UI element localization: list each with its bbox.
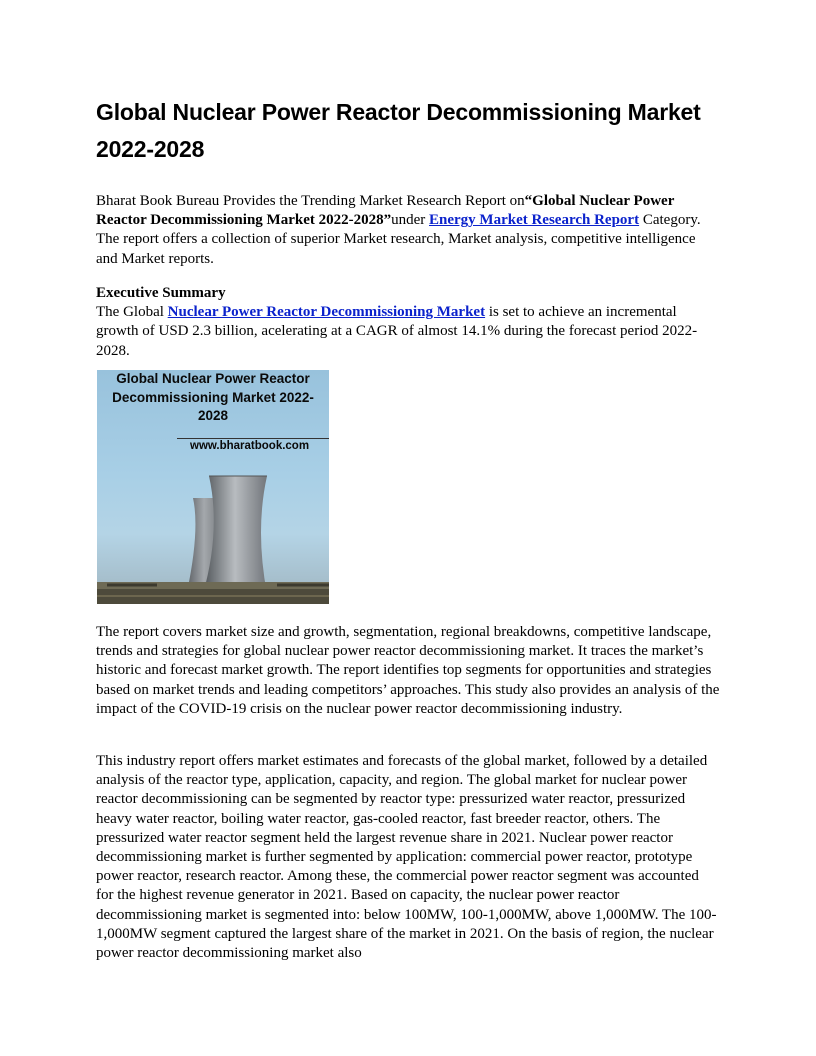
report-name: “Global Nuclear Power Reactor Decommissioning Market 2022-2028” — [96, 193, 675, 229]
executive-summary — [96, 284, 720, 361]
cover-title: Global Nuclear Power Reactor Decommissioning Market 2022-2028 — [112, 371, 314, 423]
intro-text: Bharat Book Bureau Provides the Trending Market Research Report on — [96, 193, 525, 209]
cover-url: www.bharatbook.com — [190, 440, 310, 452]
body-paragraph-2: This industry report offers market estimates and forecasts of the global market, followed by a detailed analysis of the reactor type, application, capacity, and region. The global market for nuclear power reactor decommissioning can be segmented by reactor type: pressurized water reactor, pressurized heavy water reactor, boiling water reactor, gas-cooled reactor, fast breeder reactor, others. The pressurized water reactor segment held the largest revenue share in 2021. Nuclear power reactor decommissioning market is further segmented by application: commercial power reactor, prototype power reactor, research reactor. Among these, the commercial power reactor segment was accounted for the highest revenue generator in 2021. Based on capacity, the nuclear power reactor decommissioning market is segmented into: below 100MW, 100-1,000MW, above 1,000MW. The 100-1,000MW segment captured the largest share of the market in 2021. On the basis of region, the nuclear power reactor decommissioning market also — [96, 753, 717, 962]
intro-text-under: under — [391, 212, 429, 229]
energy-market-link[interactable]: Energy Market Research Report — [429, 212, 640, 229]
executive-text-growth: is set to achieve an incremental growth of USD 2.3 billion, acelerating at a CAGR of almost 14.1% during the forecast period 2022-2028. — [96, 304, 698, 359]
executive-summary-heading: Executive Summary — [96, 285, 226, 301]
market-link[interactable]: Nuclear Power Reactor Decommissioning Market — [167, 304, 486, 321]
intro-text-category: Category. The report offers a collection of superior Market research, Market analysis, competitive intelligence and Market reports. — [96, 212, 701, 267]
intro-paragraph — [96, 192, 720, 269]
body-paragraph-1: The report covers market size and growth, segmentation, regional breakdowns, competitive landscape, trends and strategies for global nuclear power reactor decommissioning market. It traces the market’s historic and forecast market growth. The report identifies top segments for opportunities and strategies based on market trends and leading competitors’ approaches. This study also provides an analysis of the impact of the COVID-19 crisis on the nuclear power reactor decommissioning industry. — [96, 624, 720, 717]
report-cover-image — [97, 370, 329, 604]
page-title: Global Nuclear Power Reactor Decommissioning Market 2022-2028 — [96, 99, 701, 162]
cover-divider — [177, 438, 329, 439]
executive-text: The Global — [96, 304, 168, 321]
